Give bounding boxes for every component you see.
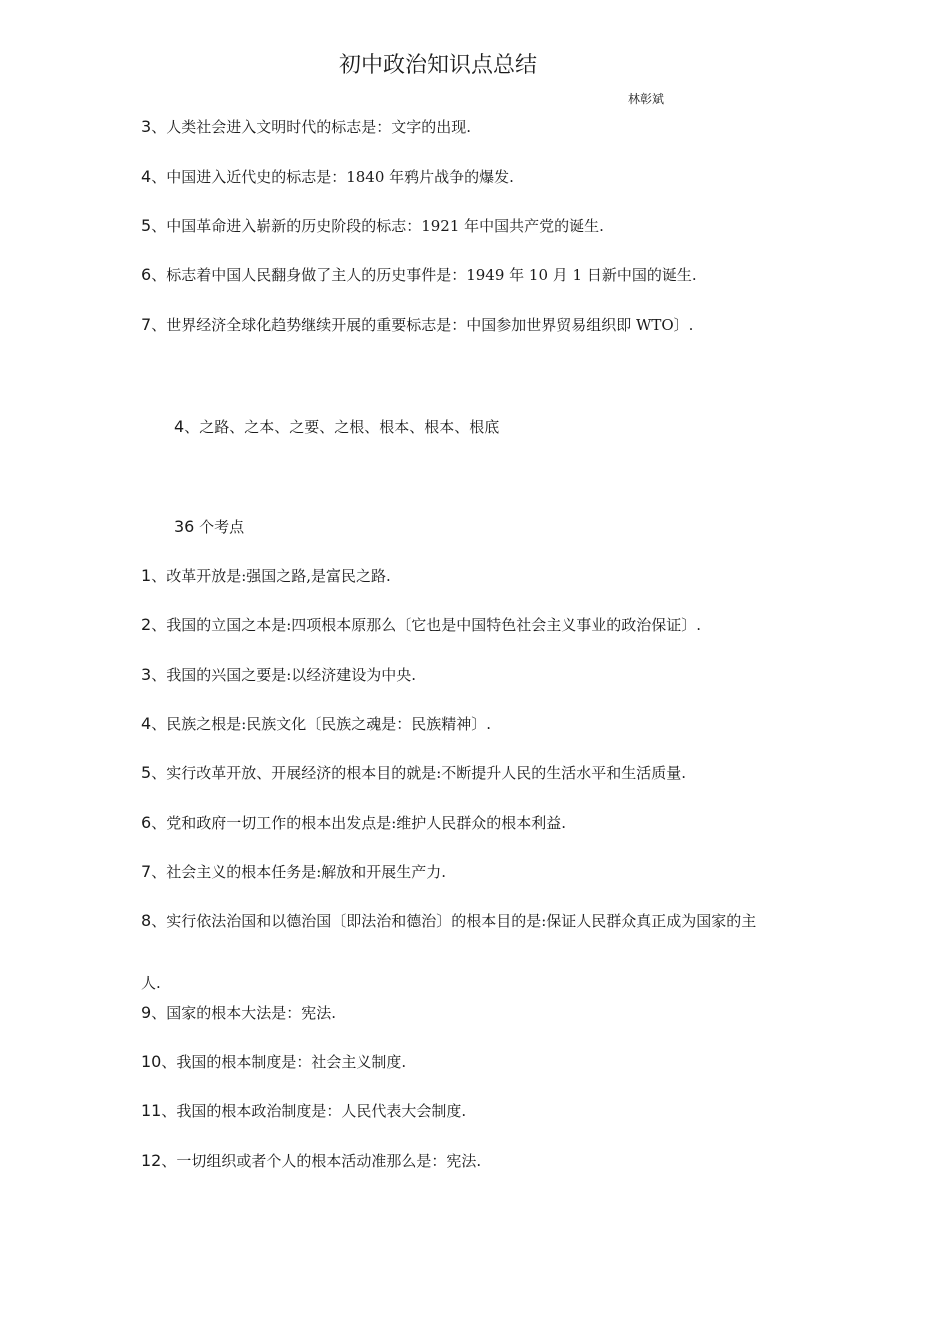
item-number: 11 — [141, 1101, 162, 1120]
item-text: 、我国的立国之本是:四项根本原那么〔它也是中国特色社会主义事业的政治保证〕. — [151, 616, 702, 634]
item-number: 8 — [141, 911, 152, 930]
section-subheading — [174, 516, 864, 538]
item-text: 、实行改革开放、开展经济的根本目的就是:不断提升人民的生活水平和生活质量. — [151, 764, 687, 782]
subheading-number: 36 — [174, 517, 195, 536]
item-number: 9 — [141, 1003, 152, 1022]
list-item-continuation — [141, 972, 831, 994]
heading-text: 、之路、之本、之要、之根、根本、根本、根底 — [184, 418, 500, 436]
item-text: 、中国革命进入崭新的历史阶段的标志：1921 年中国共产党的诞生. — [151, 217, 604, 235]
item-number: 4 — [141, 714, 152, 733]
list-item — [141, 664, 831, 686]
item-number: 5 — [141, 763, 152, 782]
document-author: 林彰斌 — [628, 92, 665, 106]
item-number: 3 — [141, 117, 152, 136]
list-item — [141, 812, 831, 834]
item-number: 7 — [141, 862, 152, 881]
list-item — [141, 1150, 831, 1172]
list-item — [141, 1051, 831, 1073]
item-number: 6 — [141, 265, 152, 284]
item-text: 、民族之根是:民族文化〔民族之魂是：民族精神〕. — [151, 715, 492, 733]
item-text: 、国家的根本大法是：宪法. — [151, 1004, 336, 1022]
item-number: 12 — [141, 1151, 162, 1170]
item-text: 、改革开放是:强国之路,是富民之路. — [151, 567, 391, 585]
item-number: 1 — [141, 566, 152, 585]
item-text: 、我国的根本制度是：社会主义制度. — [161, 1053, 407, 1071]
item-text: 、标志着中国人民翻身做了主人的历史事件是：1949 年 10 月 1 日新中国的诞生. — [151, 266, 697, 284]
list-item — [141, 762, 831, 784]
list-item — [141, 1100, 831, 1122]
list-item — [141, 166, 831, 188]
item-text: 、人类社会进入文明时代的标志是：文字的出现. — [151, 118, 471, 136]
item-text: 人. — [141, 974, 161, 992]
item-number: 5 — [141, 216, 152, 235]
list-item — [141, 910, 831, 932]
section-heading — [174, 416, 864, 438]
list-item — [141, 565, 831, 587]
item-number: 10 — [141, 1052, 162, 1071]
document-title: 初中政治知识点总结 — [338, 53, 537, 78]
item-number: 6 — [141, 813, 152, 832]
item-text: 、世界经济全球化趋势继续开展的重要标志是：中国参加世界贸易组织即 WTO〕. — [151, 316, 694, 334]
item-text: 、一切组织或者个人的根本活动准那么是：宪法. — [161, 1152, 482, 1170]
item-text: 、实行依法治国和以德治国〔即法治和德治〕的根本目的是:保证人民群众真正成为国家的主 — [151, 912, 757, 930]
item-text: 、我国的兴国之要是:以经济建设为中央. — [151, 666, 417, 684]
item-text: 、党和政府一切工作的根本出发点是:维护人民群众的根本利益. — [151, 814, 567, 832]
list-item — [141, 1002, 831, 1024]
list-item — [141, 116, 831, 138]
item-number: 7 — [141, 315, 152, 334]
list-item — [141, 314, 831, 336]
item-number: 4 — [141, 167, 152, 186]
list-item — [141, 215, 831, 237]
list-item — [141, 713, 831, 735]
item-number: 2 — [141, 615, 152, 634]
list-item — [141, 614, 831, 636]
item-text: 、社会主义的根本任务是:解放和开展生产力. — [151, 863, 447, 881]
heading-number: 4 — [174, 417, 185, 436]
list-item — [141, 861, 831, 883]
list-item — [141, 264, 831, 286]
item-text: 、中国进入近代史的标志是：1840 年鸦片战争的爆发. — [151, 168, 514, 186]
subheading-text: 个考点 — [194, 518, 245, 536]
item-number: 3 — [141, 665, 152, 684]
item-text: 、我国的根本政治制度是：人民代表大会制度. — [161, 1102, 467, 1120]
